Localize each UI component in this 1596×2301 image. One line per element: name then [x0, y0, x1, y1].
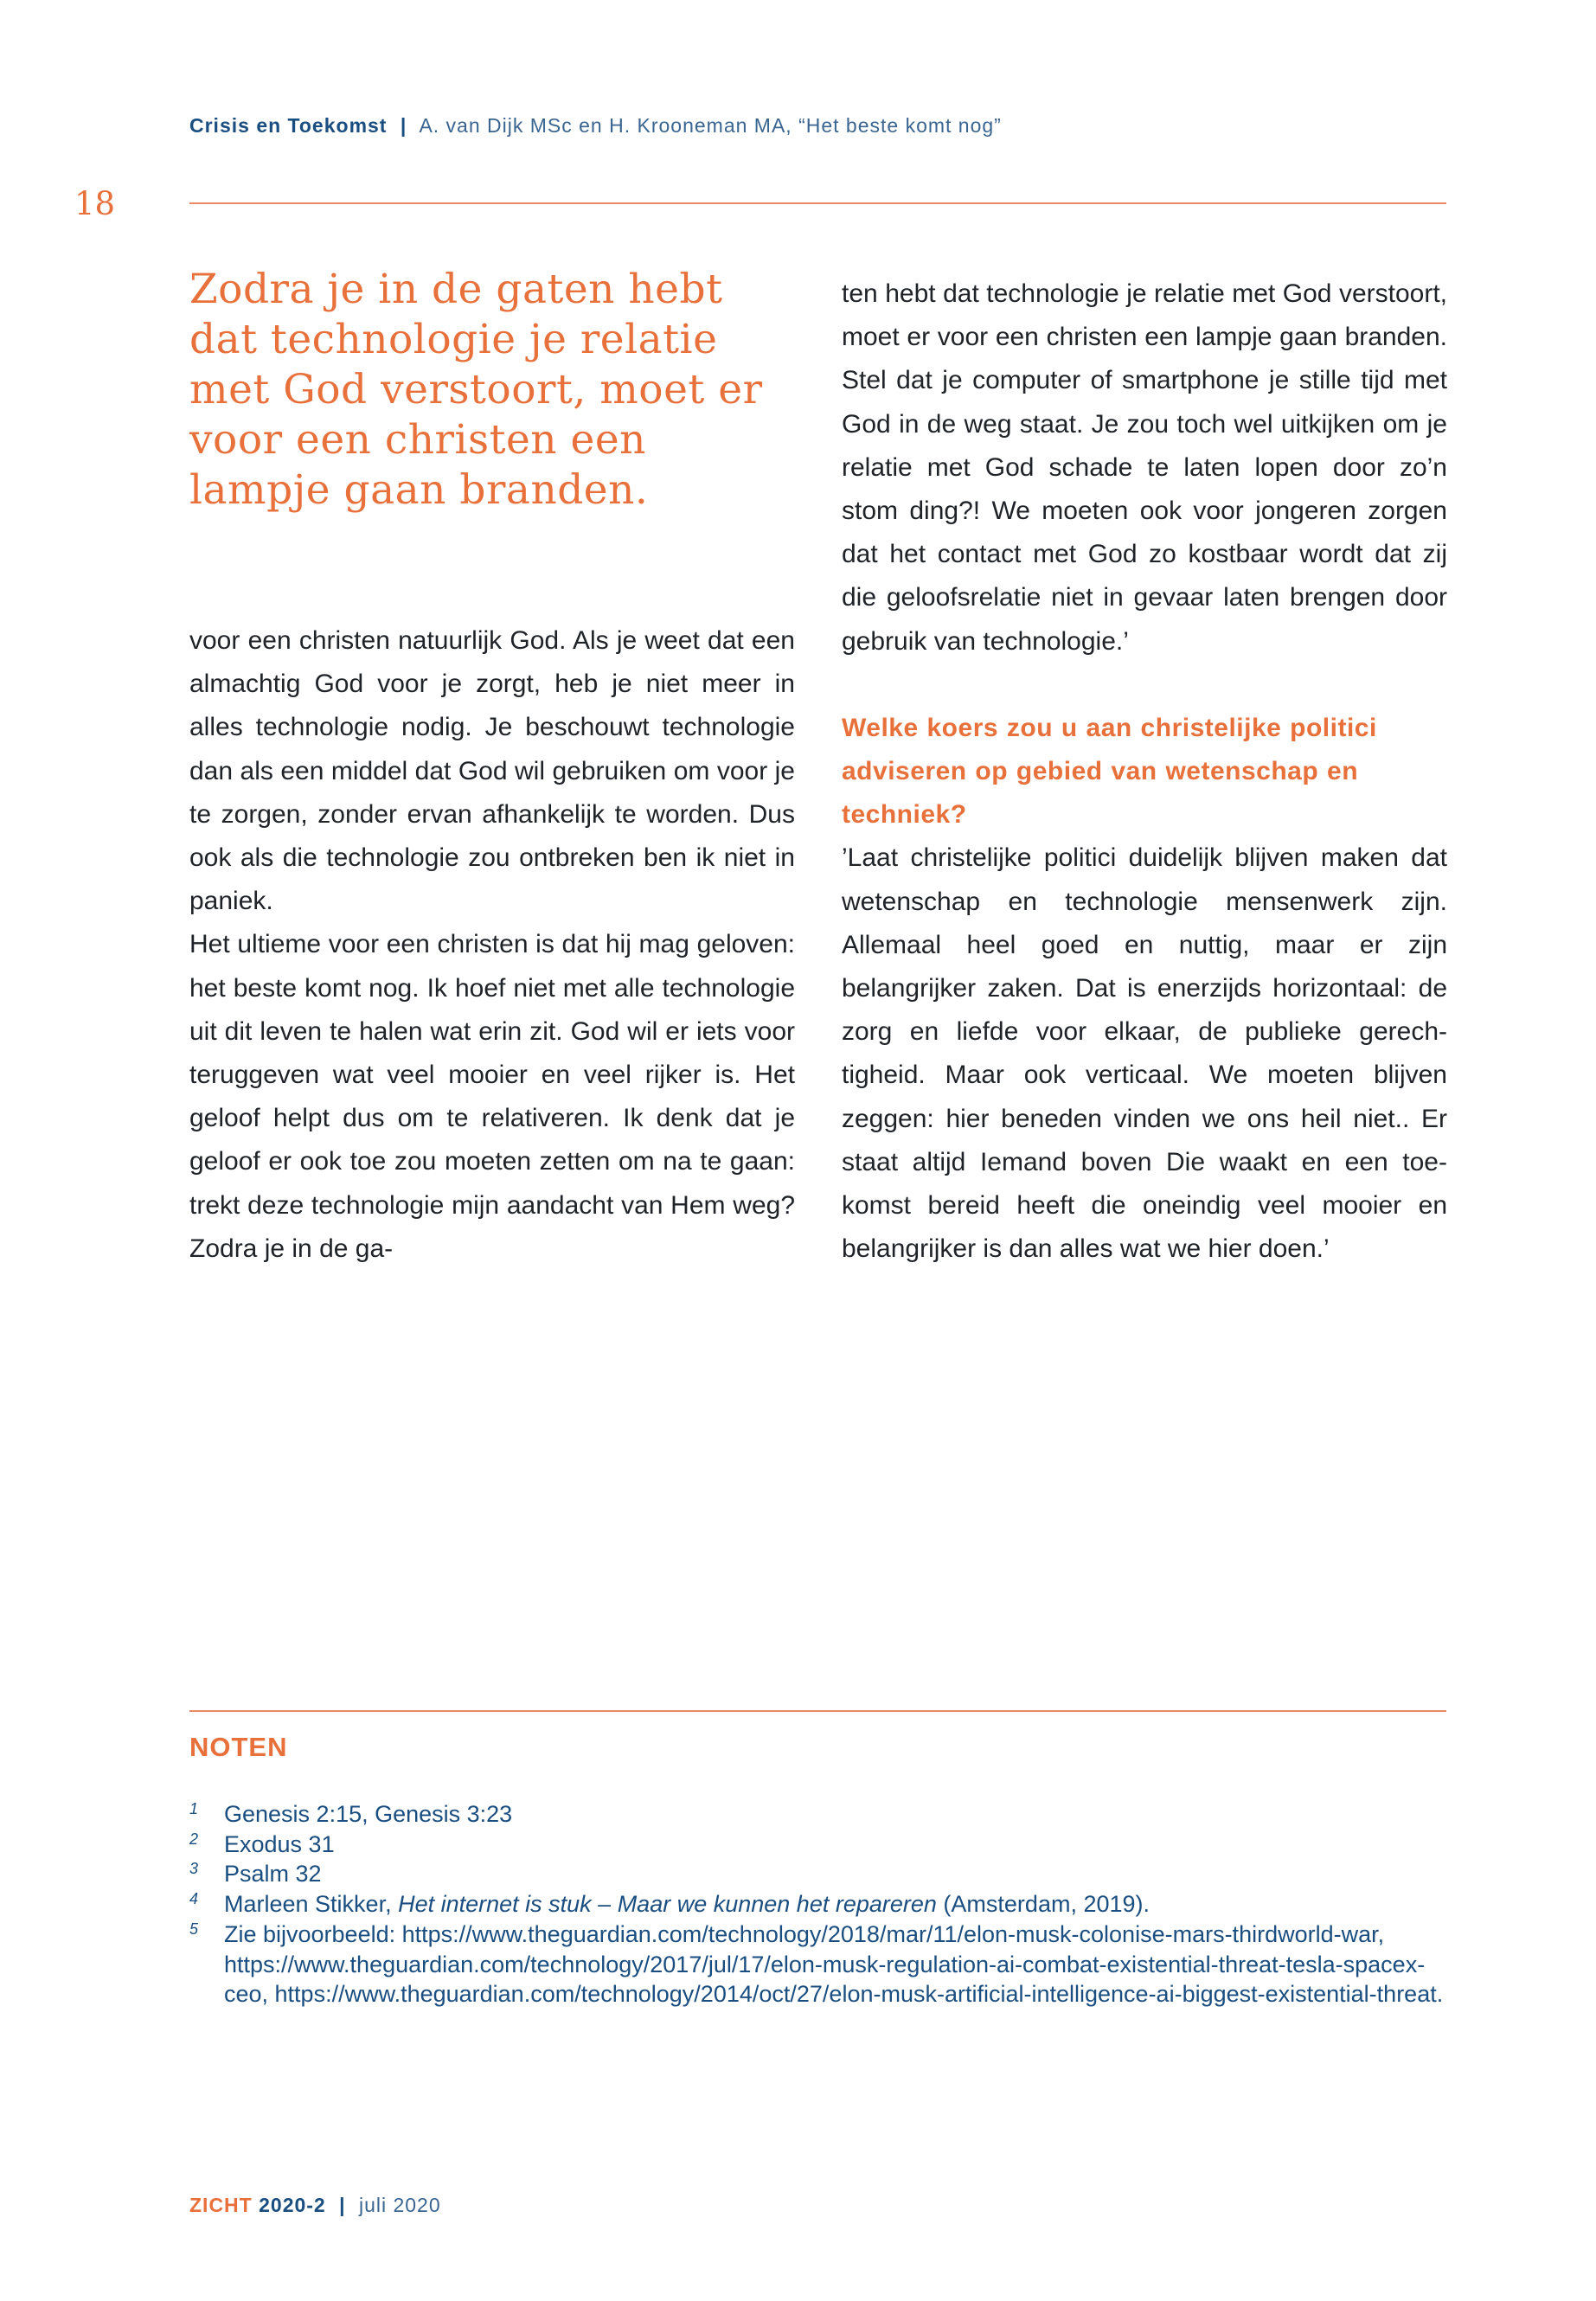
- footnote: [189, 1830, 1452, 1860]
- footnote-number: 5: [189, 1920, 199, 1938]
- issue-date: juli 2020: [358, 2194, 441, 2216]
- body-paragraph: voor een christen natuurlijk God. Als je weet dat een almachtig God voor je zorgt, heb je niet meer in alles technologie nodig. Je beschouwt technologie dan als een middel dat God wil gebruiken om voor je te zorgen, zonder ervan afhankelijk te worden. Dus ook als die technologie zou ontbreken ben ik niet in paniek.: [189, 626, 795, 916]
- article-authors: A. van Dijk MSc en H. Krooneman MA, “Het beste komt nog”: [419, 114, 1002, 137]
- paragraph-spacer: [842, 663, 1447, 707]
- footnote-text-prefix: Marleen Stikker,: [224, 1891, 399, 1918]
- footnote-text: Psalm 32: [224, 1861, 322, 1888]
- pull-quote: Zodra je in de gaten hebt dat technologie je relatie met God verstoort, moet er voor een christen een lampje gaan branden.: [189, 266, 763, 514]
- footnote-number: 2: [189, 1830, 199, 1848]
- body-paragraph: ’Laat christelijke politici duidelijk blijven maken dat wetenschap en technologie mensenwerk zijn. Allemaal heel goed en nuttig, maar er zijn belangrijker zaken. Dat is enerzijds horizontaal: de zorg en liefde voor elkaar, de publieke gerechtigheid. Maar ook verticaal. We moeten blijven zeggen: hier beneden vinden we ons heil niet.. Er staat altijd Iemand boven Die waakt en een toekomst bereid heeft die oneindig veel mooier en belangrijker is dan alles wat we hier doen.’: [842, 843, 1447, 1264]
- book-title: Het internet is stuk – Maar we kunnen het repareren: [398, 1891, 937, 1918]
- series-title: Crisis en Toekomst: [189, 114, 388, 137]
- page-number: 18: [74, 185, 116, 222]
- running-header: [189, 114, 1002, 138]
- notes-heading: NOTEN: [189, 1732, 288, 1762]
- footnotes-list: [189, 1799, 1452, 2009]
- interview-question: Welke koers zou u aan christelijke politici adviseren op gebied van wetenschap en techniek?: [842, 713, 1377, 830]
- issue-number: 2020-2: [259, 2194, 326, 2216]
- footnote: [189, 1889, 1452, 1920]
- magazine-name: ZICHT: [189, 2194, 253, 2216]
- footnote-number: 1: [189, 1800, 199, 1817]
- body-paragraph: Het ultieme voor een christen is dat hij mag geloven: het beste komt nog. Ik hoef niet met alle technologie uit dit leven te halen wat erin zit. God wil er iets voor teruggeven wat veel mooier en veel rijker is. Het geloof helpt dus om te relativeren. Ik denk dat je geloof er ook toe zou moeten zetten om na te gaan: trekt deze technologie mijn aandacht van Hem weg? Zodra je in de ga-: [189, 930, 795, 1263]
- footnote-text: Zie bijvoorbeeld: https://www.theguardian.com/technology/2018/mar/11/elon-musk-colonise-mars-thirdworld-war, https://www.theguardian.com/technology/2017/jul/17/elon-musk-regulation-ai-combat-existential-threat-tesla-spacex-ceo, https://www.theguardian.com/technology/2014/oct/27/elon-musk-artificial-intelligence-ai-biggest-existential-threat.: [224, 1920, 1444, 2008]
- notes-divider: [189, 1710, 1446, 1712]
- footnote: [189, 1920, 1452, 2009]
- footnote: [189, 1799, 1452, 1830]
- footnote-text: Exodus 31: [224, 1830, 335, 1857]
- page-footer: [189, 2194, 441, 2217]
- right-column: [842, 272, 1447, 1271]
- header-separator: |: [400, 114, 407, 137]
- footnote: [189, 1859, 1452, 1889]
- body-paragraph: ten hebt dat technologie je relatie met God verstoort, moet er voor een christen een lampje gaan branden. Stel dat je computer of smartphone je stille tijd met God in de weg staat. Je zou toch wel uitkijken om je relatie met God schade te laten lopen door zo’n stom ding?! We moeten ook voor jongeren zorgen dat het contact met God zo kostbaar wordt dat zij die geloofsrelatie niet in gevaar laten brengen door gebruik van technologie.’: [842, 279, 1447, 656]
- top-divider: [189, 202, 1446, 204]
- footer-separator: |: [339, 2194, 346, 2216]
- footnote-text-suffix: (Amsterdam, 2019).: [936, 1891, 1151, 1918]
- footnote-text: Genesis 2:15, Genesis 3:23: [224, 1801, 513, 1827]
- left-column: [189, 619, 795, 1271]
- footnote-number: 4: [189, 1890, 199, 1908]
- footnote-number: 3: [189, 1860, 199, 1878]
